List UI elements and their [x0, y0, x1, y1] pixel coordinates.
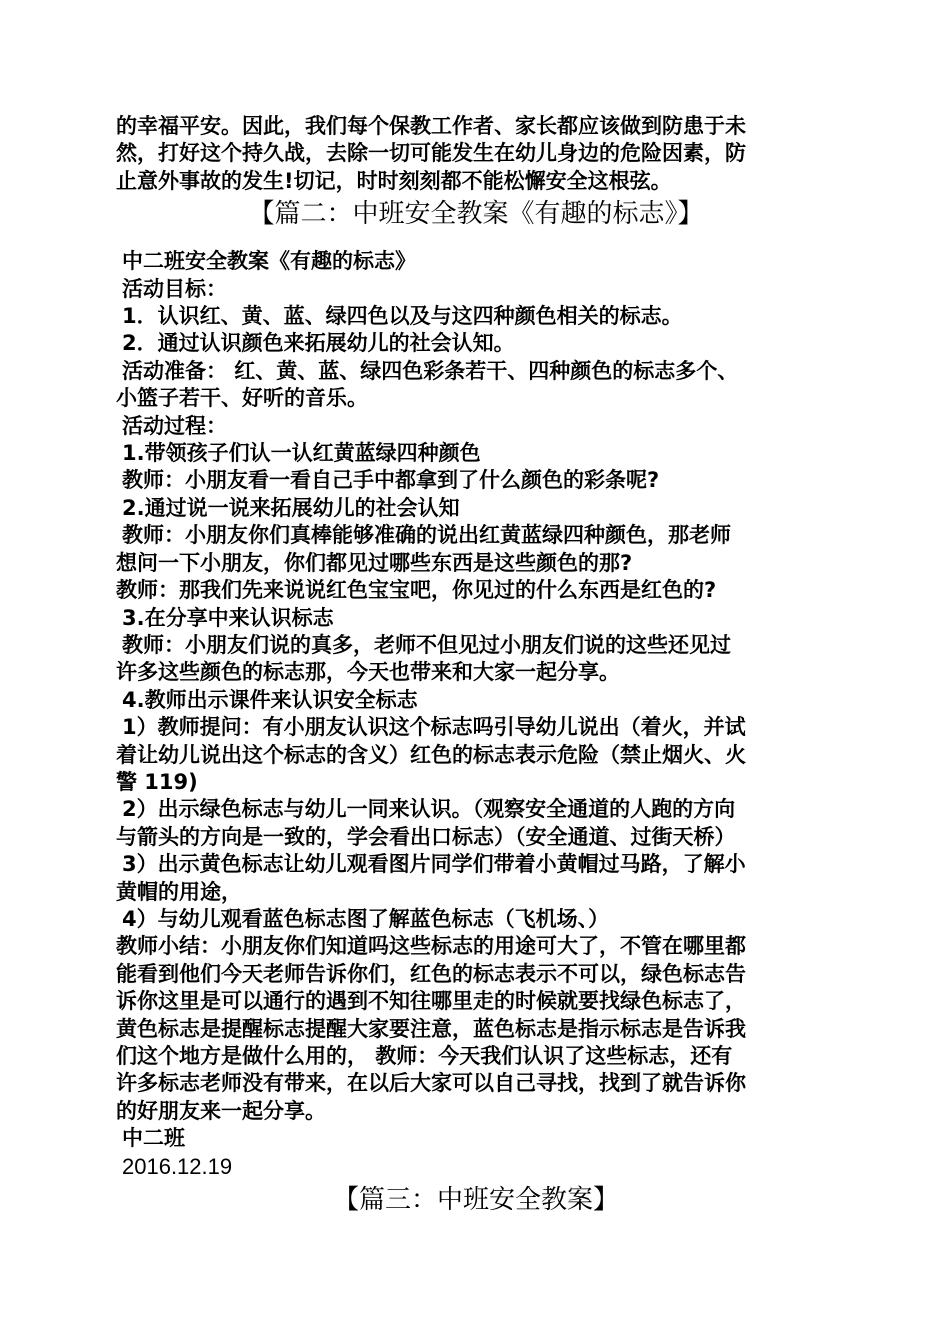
body-line: 2）出示绿色标志与幼儿一同来认识。（观察安全通道的人跑的方向: [122, 797, 736, 822]
step-heading: 1.带领孩子们认一认红黄蓝绿四种颜色: [122, 441, 481, 466]
summary-line: 许多标志老师没有带来，在以后大家可以自己寻找，找到了就告诉你: [116, 1071, 746, 1096]
intro-line: 的幸福平安。因此，我们每个保教工作者、家长都应该做到防患于未: [116, 114, 746, 138]
body-line: 教师：小朋友看一看自己手中都拿到了什么颜色的彩条呢?: [122, 468, 660, 493]
body-line: 想问一下小朋友，你们都见过哪些东西是这些颜色的那?: [116, 550, 633, 575]
preparation-line: 小篮子若干、好听的音乐。: [116, 386, 368, 411]
section2-body: [116, 248, 836, 1180]
body-line: 1）教师提问：有小朋友认识这个标志吗引导幼儿说出（着火，并试: [122, 715, 746, 740]
body-line: 3）出示黄色标志让幼儿观看图片同学们带着小黄帽过马路，了解小: [122, 852, 746, 877]
preparation-line: 活动准备： 红、黄、蓝、绿四色彩条若干、四种颜色的标志多个、: [122, 358, 739, 383]
summary-line: 诉你这里是可以通行的遇到不知往哪里走的时候就要找绿色标志了，: [116, 989, 746, 1014]
goal-item: 1．认识红、黄、蓝、绿四色以及与这四种颜色相关的标志。: [122, 304, 683, 329]
document-date: 2016.12.19: [122, 1153, 233, 1179]
body-line: 教师：小朋友们说的真多，老师不但见过小朋友们说的这些还见过: [122, 632, 731, 657]
body-line: 许多这些颜色的标志那，今天也带来和大家一起分享。: [116, 660, 620, 685]
step-heading: 2.通过说一说来拓展幼儿的社会认知: [122, 495, 460, 520]
body-line: 警 119): [116, 769, 198, 794]
class-signature: 中二班: [122, 1126, 185, 1151]
intro-line: 然，打好这个持久战，去除一切可能发生在幼儿身边的危险因素，防: [116, 141, 746, 166]
section2-heading: 【篇二：中班安全教案《有趣的标志》】: [248, 199, 704, 230]
summary-line: 教师小结：小朋友你们知道吗这些标志的用途可大了，不管在哪里都: [116, 934, 746, 959]
body-line: 教师：那我们先来说说红色宝宝吧，你见过的什么东西是红色的?: [116, 578, 717, 603]
document-page: [116, 113, 836, 1217]
goal-item: 2．通过认识颜色来拓展幼儿的社会认知。: [122, 331, 515, 356]
summary-line: 黄色标志是提醒标志提醒大家要注意，蓝色标志是指示标志是告诉我: [116, 1016, 746, 1041]
summary-line: 的好朋友来一起分享。: [116, 1098, 326, 1123]
summary-line: 能看到他们今天老师告诉你们，红色的标志表示不可以，绿色标志告: [116, 961, 746, 986]
body-line: 教师：小朋友你们真棒能够准确的说出红黄蓝绿四种颜色，那老师: [122, 523, 731, 548]
step-heading: 4.教师出示课件来认识安全标志: [122, 687, 418, 712]
step-heading: 3.在分享中来认识标志: [122, 605, 334, 630]
body-line: 与箭头的方向是一致的，学会看出口标志）（安全通道、过街天桥）: [116, 824, 736, 849]
section3-heading: 【篇三：中班安全教案】: [332, 1185, 619, 1216]
goals-label: 活动目标：: [122, 276, 227, 301]
intro-paragraph: [116, 113, 836, 195]
body-line: 黄帽的用途，: [116, 879, 242, 904]
lesson-title: 中二班安全教案《有趣的标志》: [122, 249, 416, 274]
summary-line: 们这个地方是做什么用的， 教师：今天我们认识了这些标志，还有: [116, 1044, 733, 1068]
process-label: 活动过程：: [122, 413, 227, 438]
intro-line: 止意外事故的发生!切记，时时刻刻都不能松懈安全这根弦。: [116, 168, 672, 193]
body-line: 4）与幼儿观看蓝色标志图了解蓝色标志（飞机场、）: [122, 906, 610, 931]
body-line: 着让幼儿说出这个标志的含义）红色的标志表示危险（禁止烟火、火: [116, 742, 746, 767]
